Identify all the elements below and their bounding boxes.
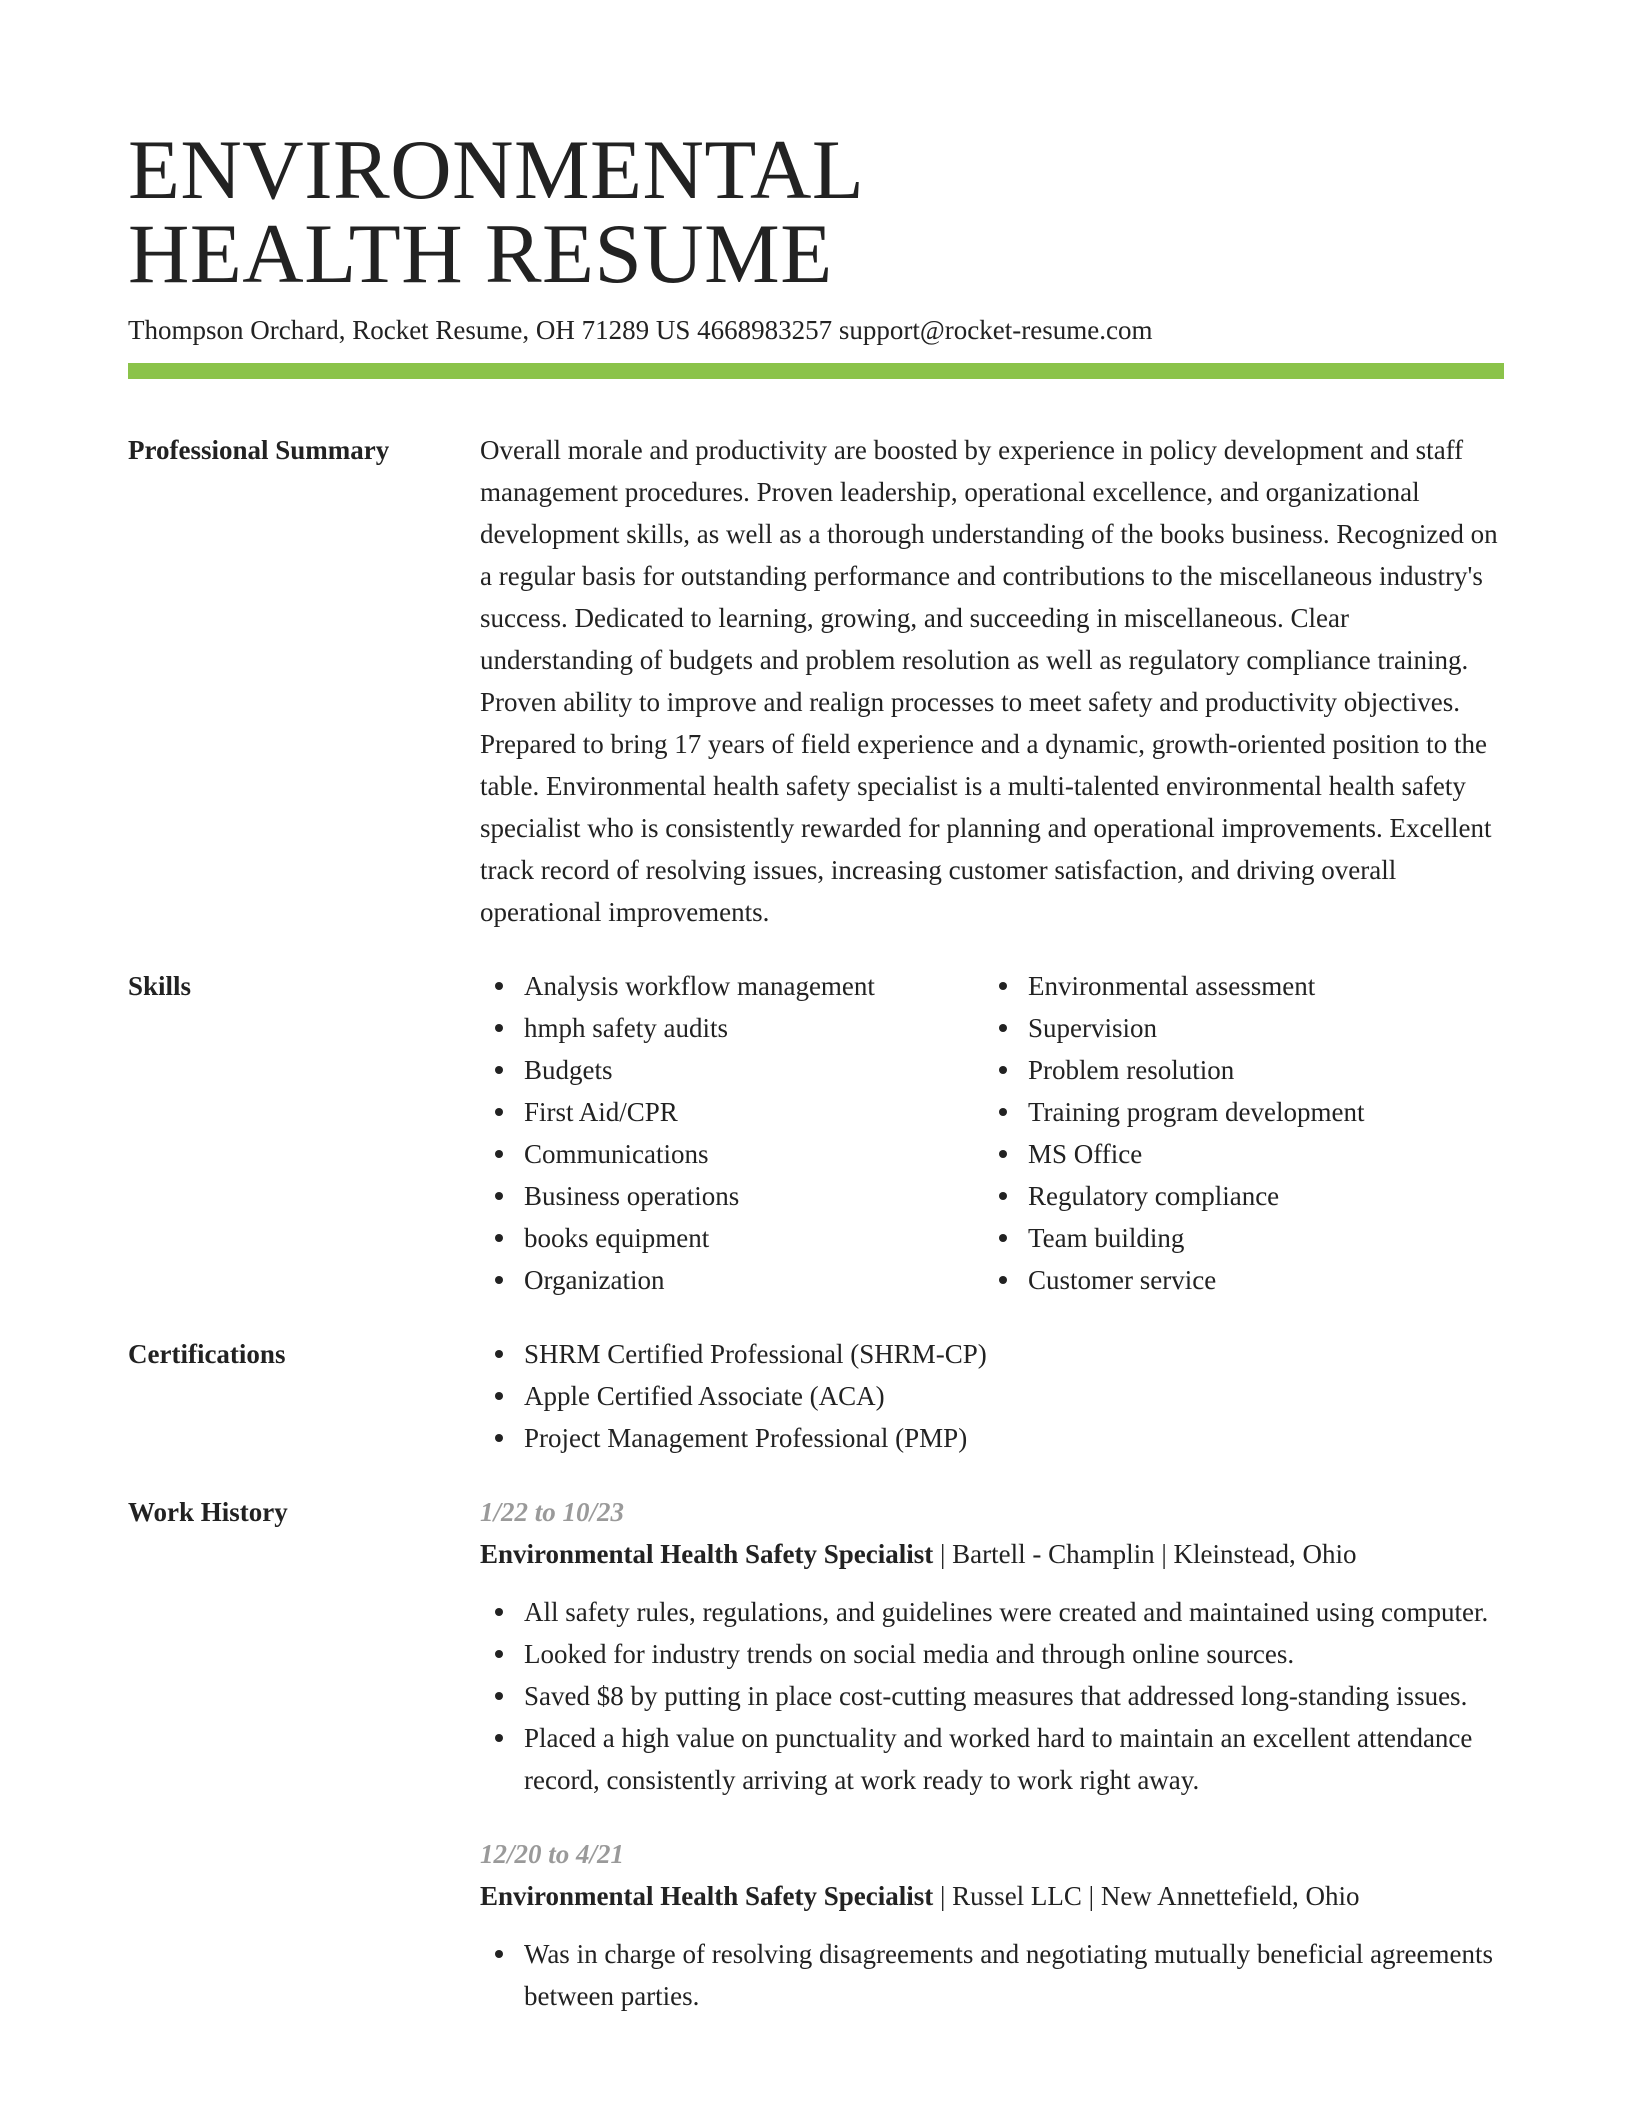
certification-item: Apple Certified Associate (ACA): [480, 1375, 1504, 1417]
skills-list-right: [984, 965, 1488, 1301]
skill-item: Analysis workflow management: [480, 965, 984, 1007]
job-details: | Bartell - Champlin | Kleinstead, Ohio: [933, 1539, 1357, 1569]
section-label-skills: Skills: [128, 971, 192, 1001]
header-accent-rule: [128, 363, 1504, 379]
skill-item: Communications: [480, 1133, 984, 1175]
job-duties-list: [480, 1591, 1504, 1801]
job-dates: 1/22 to 10/23: [480, 1497, 625, 1527]
contact-info: Thompson Orchard, Rocket Resume, OH 71289 US 4668983257 support@rocket-resume.com: [128, 315, 1153, 345]
skill-item: Budgets: [480, 1049, 984, 1091]
resume-page: [128, 123, 1504, 2017]
skill-item: Business operations: [480, 1175, 984, 1217]
skill-item: MS Office: [984, 1133, 1488, 1175]
skill-item: Regulatory compliance: [984, 1175, 1488, 1217]
resume-title-line-1: ENVIRONMENTAL: [128, 123, 865, 217]
skill-item: Training program development: [984, 1091, 1488, 1133]
job-duty-item: Placed a high value on punctuality and worked hard to maintain an excellent attendance record, consistently arriving at work ready to work right away.: [480, 1717, 1504, 1801]
skill-item: Supervision: [984, 1007, 1488, 1049]
skill-item: hmph safety audits: [480, 1007, 984, 1049]
skill-item: Organization: [480, 1259, 984, 1301]
job-duty-item: Was in charge of resolving disagreements and negotiating mutually beneficial agreements between parties.: [480, 1933, 1504, 2017]
skill-item: Customer service: [984, 1259, 1488, 1301]
skill-item: Problem resolution: [984, 1049, 1488, 1091]
skills-list-left: [480, 965, 984, 1301]
job-title: Environmental Health Safety Specialist: [480, 1539, 934, 1569]
job-duties-list: [480, 1933, 1504, 2017]
section-label-certifications: Certifications: [128, 1339, 286, 1369]
section-label-work-history: Work History: [128, 1497, 288, 1527]
job-heading: [480, 1875, 1504, 1917]
job-title: Environmental Health Safety Specialist: [480, 1881, 934, 1911]
job-heading: [480, 1533, 1504, 1575]
skill-item: Environmental assessment: [984, 965, 1488, 1007]
certifications-body: [480, 1333, 1504, 1459]
skill-item: books equipment: [480, 1217, 984, 1259]
section-label-professional-summary: Professional Summary: [128, 435, 390, 465]
certification-item: SHRM Certified Professional (SHRM-CP): [480, 1333, 1504, 1375]
work-history-section: [128, 1491, 1504, 2017]
job-duty-item: Saved $8 by putting in place cost-cutting measures that addressed long-standing issues.: [480, 1675, 1504, 1717]
professional-summary-section: [128, 429, 1504, 933]
job-duty-item: All safety rules, regulations, and guidelines were created and maintained using computer.: [480, 1591, 1504, 1633]
skill-item: First Aid/CPR: [480, 1091, 984, 1133]
work-history-body: [480, 1491, 1504, 2017]
certifications-list: [480, 1333, 1504, 1459]
resume-title: [128, 123, 1504, 301]
skills-columns: [480, 965, 1504, 1301]
certification-item: Project Management Professional (PMP): [480, 1417, 1504, 1459]
certifications-section: [128, 1333, 1504, 1459]
skills-section: [128, 965, 1504, 1301]
job-details: | Russel LLC | New Annettefield, Ohio: [933, 1881, 1360, 1911]
professional-summary-text: Overall morale and productivity are boosted by experience in policy development and staff management procedures. Proven leadership, operational excellence, and organizational development skills, as well as a thorough understanding of the books business. Recognized on a regular basis for outstanding performance and contributions to the miscellaneous industry's success. Dedicated to learning, growing, and succeeding in miscellaneous. Clear understanding of budgets and problem resolution as well as regulatory compliance training. Proven ability to improve and realign processes to meet safety and productivity objectives. Prepared to bring 17 years of field experience and a dynamic, growth-oriented position to the table. Environmental health safety specialist is a multi-talented environmental health safety specialist who is consistently rewarded for planning and operational improvements. Excellent track record of resolving issues, increasing customer satisfaction, and driving overall operational improvements.: [480, 435, 1498, 927]
job-entry: [480, 1491, 1504, 1801]
skill-item: Team building: [984, 1217, 1488, 1259]
job-entry: [480, 1833, 1504, 2017]
job-duty-item: Looked for industry trends on social media and through online sources.: [480, 1633, 1504, 1675]
job-dates: 12/20 to 4/21: [480, 1839, 625, 1869]
resume-title-line-2: HEALTH RESUME: [128, 207, 833, 301]
